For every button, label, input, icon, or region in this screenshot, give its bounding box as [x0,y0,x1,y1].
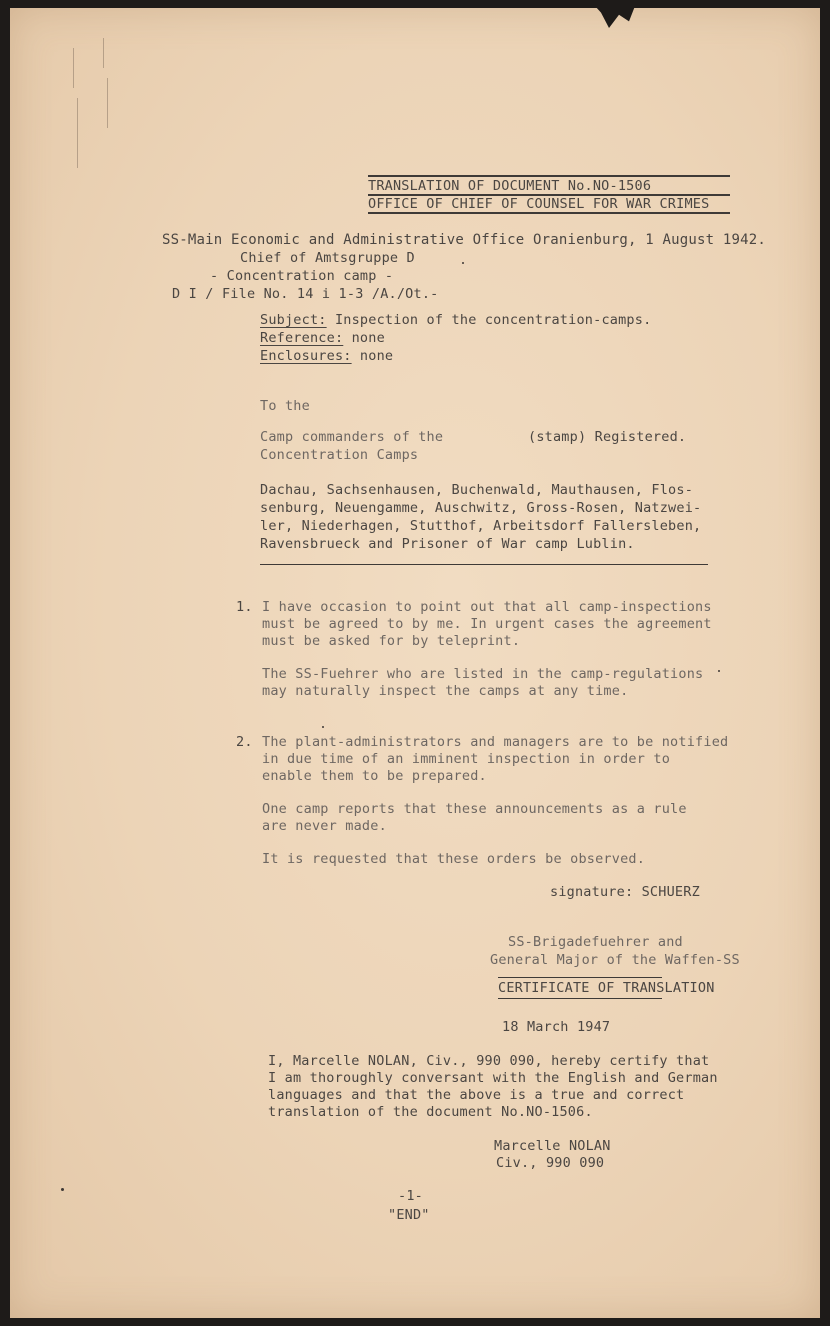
header-title-line2: OFFICE OF CHIEF OF COUNSEL FOR WAR CRIMES [368,196,710,212]
addressee-line2: Concentration Camps [260,447,419,463]
sender-line2: Chief of Amtsgruppe D [240,250,415,266]
camps-line2: senburg, Neuengamme, Auschwitz, Gross-Rosen, Natzwei- [260,500,702,516]
ink-speck [322,726,324,728]
header-rule-top [368,175,730,177]
paragraph-2-line2: in due time of an imminent inspection in order to [262,751,671,767]
camps-line4: Ravensbrueck and Prisoner of War camp Lublin. [260,536,635,552]
paragraph-2c-line1: It is requested that these orders be observed. [262,851,646,867]
signature-line: signature: SCHUERZ [550,884,700,900]
paragraph-1-line1: I have occasion to point out that all camp-inspections [262,599,712,615]
certificate-title: CERTIFICATE OF TRANSLATION [498,980,715,996]
paragraph-1-line3: must be asked for by teleprint. [262,633,521,649]
enclosures-label: Enclosures: [260,348,352,364]
subject-text: Inspection of the concentration-camps. [326,312,652,328]
paragraph-2b-line1: One camp reports that these announcements as a rule [262,801,687,817]
subject-line [260,312,651,329]
registered-stamp-note: (stamp) Registered. [528,429,687,445]
sender-file-number: D I / File No. 14 i 1-3 /A./Ot.- [172,286,439,302]
subject-label: Subject: [260,312,327,328]
ink-speck [718,670,720,672]
paragraph-2-number: 2. [236,734,253,750]
header-rule-bottom [368,212,730,214]
certificate-line1: I, Marcelle NOLAN, Civ., 990 090, hereby certify that [268,1053,710,1069]
certificate-line3: languages and that the above is a true and correct [268,1087,685,1103]
camps-line3: ler, Niederhagen, Stutthof, Arbeitsdorf Fallersleben, [260,518,702,534]
certificate-date: 18 March 1947 [502,1019,611,1035]
sender-line3: - Concentration camp - [210,268,394,284]
document-page [10,8,820,1318]
paragraph-2b-line2: are never made. [262,818,387,834]
header-title-line1: TRANSLATION OF DOCUMENT No.NO-1506 [368,178,652,194]
certificate-line4: translation of the document No.NO-1506. [268,1104,593,1120]
camps-line1: Dachau, Sachsenhausen, Buchenwald, Mauthausen, Flos- [260,482,694,498]
paragraph-2-line1: The plant-administrators and managers are to be notified [262,734,729,750]
page-number: -1- [398,1188,423,1204]
translator-id: Civ., 990 090 [496,1155,605,1171]
signer-rank-line2: General Major of the Waffen-SS [490,952,740,968]
section-divider [260,564,708,565]
reference-text: none [343,330,385,346]
addressee-line1: Camp commanders of the [260,429,444,445]
translator-name: Marcelle NOLAN [494,1138,611,1154]
certificate-rule-bottom [498,998,662,999]
paragraph-1b-line1: The SS-Fuehrer who are listed in the camp-regulations [262,666,704,682]
enclosures-line [260,348,393,365]
end-marker: "END" [388,1207,430,1223]
paragraph-1b-line2: may naturally inspect the camps at any time. [262,683,629,699]
ink-speck [462,262,464,264]
reference-label: Reference: [260,330,344,346]
fold-marks [65,38,115,168]
sender-line1: SS-Main Economic and Administrative Office Oranienburg, 1 August 1942. [162,232,767,248]
paragraph-2-line3: enable them to be prepared. [262,768,487,784]
ink-speck [61,1188,64,1191]
certificate-rule-top [498,977,662,978]
torn-corner [595,6,635,28]
enclosures-text: none [351,348,394,364]
addressee-to: To the [260,398,310,414]
reference-line [260,330,385,347]
signer-rank-line1: SS-Brigadefuehrer and [508,934,683,950]
paragraph-1-line2: must be agreed to by me. In urgent cases the agreement [262,616,712,632]
paragraph-1-number: 1. [236,599,253,615]
certificate-line2: I am thoroughly conversant with the English and German [268,1070,718,1086]
